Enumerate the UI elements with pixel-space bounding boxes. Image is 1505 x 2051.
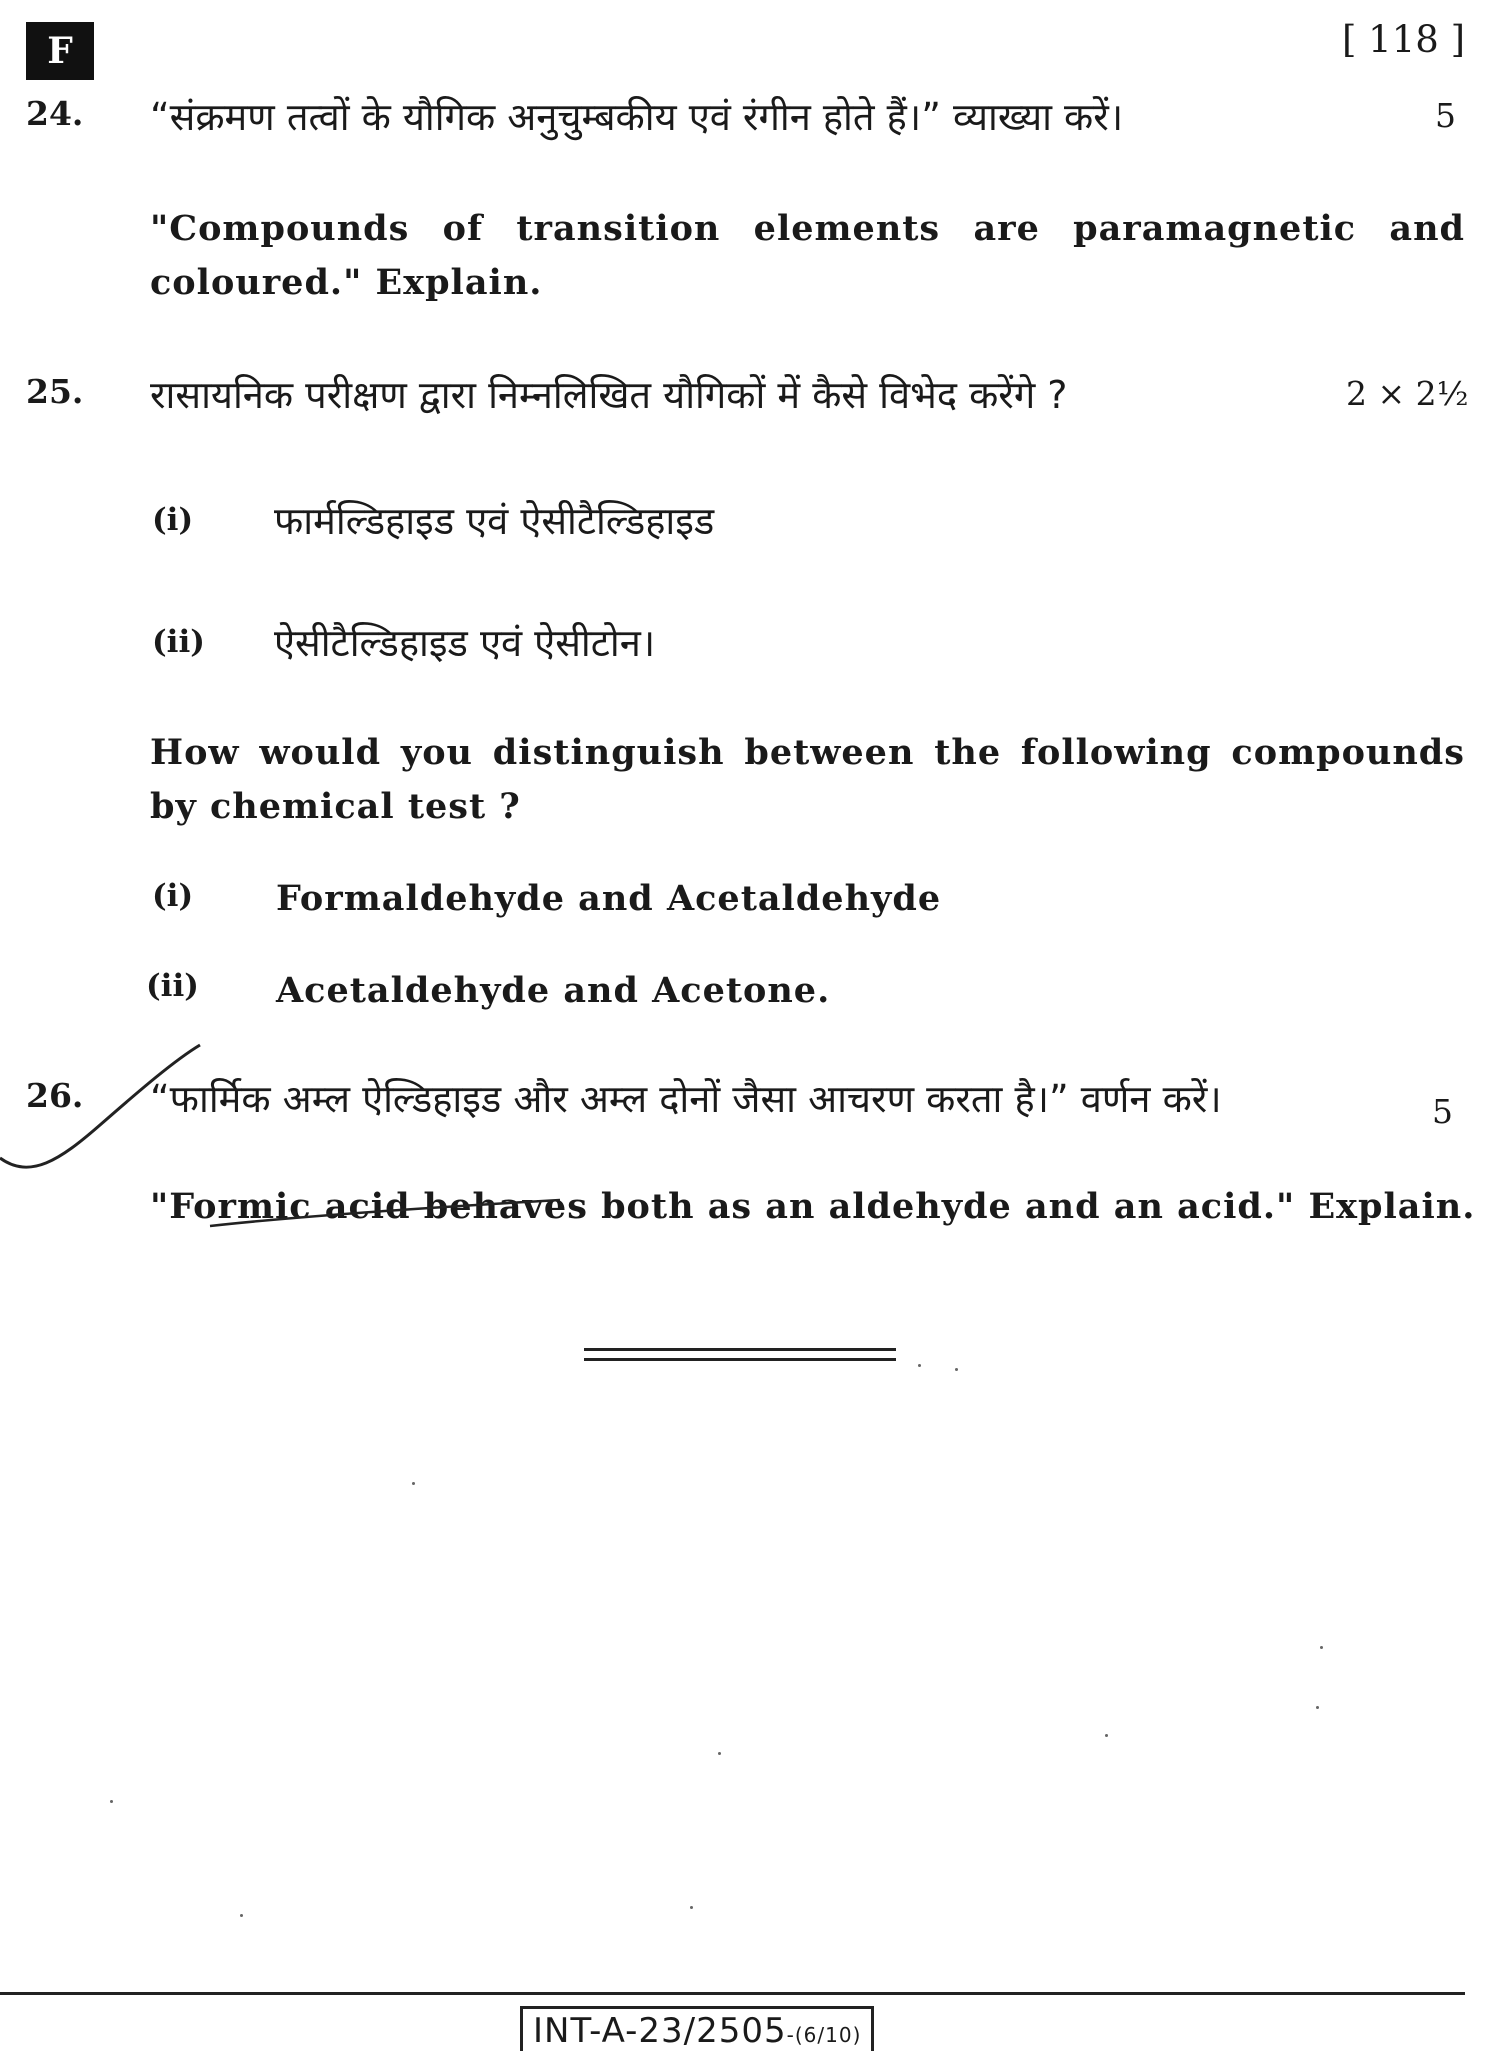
- question-26-number: 26.: [26, 1076, 84, 1115]
- paper-code-text: INT-A-23/2505: [533, 2011, 787, 2051]
- scan-speck: [1320, 1646, 1323, 1649]
- question-25-english-part-1-label: (i): [152, 878, 194, 914]
- question-25-english: How would you distinguish between the following compounds by chemical test ?: [150, 732, 1465, 827]
- question-25-hindi-part-2-label: (ii): [152, 624, 205, 660]
- end-rule-top: [584, 1348, 896, 1351]
- scan-speck: [718, 1752, 721, 1755]
- question-25-english-part-1: Formaldehyde and Acetaldehyde: [276, 878, 942, 919]
- set-letter: F: [47, 30, 73, 72]
- question-25-hindi-part-1: फार्मल्डिहाइड एवं ऐसीटैल्डिहाइड: [274, 499, 715, 543]
- question-25-english-part-2-label: (ii): [146, 968, 199, 1004]
- set-badge: [26, 22, 94, 80]
- question-26-hindi: “फार्मिक अम्ल ऐल्डिहाइड और अम्ल दोनों जैसा आचरण करता है।” वर्णन करें।: [150, 1077, 1222, 1121]
- question-24-english: "Compounds of transition elements are paramagnetic and coloured." Explain.: [150, 208, 1465, 303]
- question-25-marks: 2 × 2½: [1346, 374, 1469, 413]
- question-24-marks: 5: [1435, 96, 1456, 135]
- page-number: [ 118 ]: [1341, 18, 1465, 61]
- footer-rule: [0, 1992, 1465, 1995]
- question-26-english: "Formic acid behaves both as an aldehyde and an acid." Explain.: [150, 1186, 1476, 1227]
- paper-code-suffix: -(6/10): [786, 2023, 862, 2047]
- scan-speck: [690, 1906, 693, 1909]
- scan-speck: [1105, 1734, 1108, 1737]
- question-25-hindi-part-2: ऐसीटैल्डिहाइड एवं ऐसीटोन।: [274, 621, 656, 665]
- question-25-english-part-2: Acetaldehyde and Acetone.: [276, 970, 831, 1011]
- question-24-hindi: “संक्रमण तत्वों के यौगिक अनुचुम्बकीय एवं रंगीन होते हैं।” व्याख्या करें।: [150, 95, 1124, 139]
- end-rule-bottom: [584, 1358, 896, 1361]
- scan-speck: [1316, 1706, 1319, 1709]
- scan-speck: [918, 1364, 921, 1367]
- question-25-hindi-part-1-label: (i): [152, 502, 194, 538]
- question-25-hindi: रासायनिक परीक्षण द्वारा निम्नलिखित यौगिकों में कैसे विभेद करेंगे ?: [150, 373, 1068, 417]
- pen-tick-mark: [0, 1030, 600, 1250]
- scan-speck: [110, 1800, 113, 1803]
- scan-speck: [955, 1368, 958, 1371]
- question-24-number: 24.: [26, 94, 84, 133]
- question-26-marks: 5: [1432, 1092, 1453, 1131]
- question-25-number: 25.: [26, 372, 84, 411]
- scan-speck: [412, 1482, 415, 1485]
- scan-speck: [240, 1914, 243, 1917]
- paper-code: [520, 2006, 874, 2051]
